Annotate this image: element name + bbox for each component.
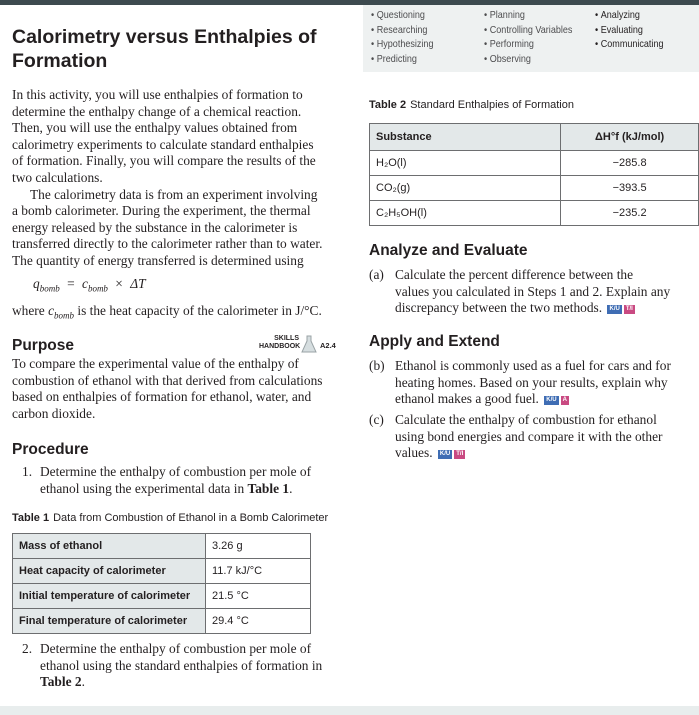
text-line: Calculate the percent difference between the	[395, 267, 634, 282]
table-ref: Table 2	[40, 674, 82, 690]
procedure-step-2	[22, 641, 322, 691]
skill-item: • Analyzing	[595, 8, 663, 23]
text-line: Determine the enthalpy of combustion per mole of	[40, 464, 312, 479]
table2	[369, 123, 699, 226]
text-line: Calculate the enthalpy of combustion for ethanol	[395, 412, 657, 427]
text-line: using bond energies and compare it with the other	[395, 428, 663, 444]
where-before: where	[12, 303, 49, 318]
page-title	[12, 25, 317, 73]
table-cell-value: 11.7 kJ/°C	[206, 559, 311, 584]
table-row	[370, 176, 699, 201]
table-cell-value: 3.26 g	[206, 534, 311, 559]
intro-paragraph	[12, 87, 322, 270]
procedure-step-1	[22, 464, 311, 497]
eq-equals: =	[67, 276, 75, 291]
purpose-heading: Purpose	[12, 337, 75, 354]
table-cell-value: −393.5	[561, 176, 699, 201]
text-line: Then, you will use the enthalpy values obtained from	[12, 120, 298, 136]
text-line: discrepancy between the two methods.	[395, 300, 603, 316]
where-after: is the heat capacity of the calorimeter in J/°C.	[74, 303, 322, 318]
table-cell-label: Final temperature of calorimeter	[13, 609, 206, 634]
handbook-line-2: HANDBOOK	[259, 343, 301, 350]
ku-badge: K/U	[439, 450, 451, 457]
eq-c: c	[81, 276, 88, 291]
question-b	[369, 358, 671, 408]
table2-caption	[369, 99, 574, 111]
eq-c-sub: bomb	[87, 283, 108, 294]
text-line: heating homes. Based on your results, explain why	[395, 374, 668, 390]
question-a	[369, 267, 670, 317]
skill-item: • Planning	[484, 8, 572, 23]
text-line: of formation. Finally, you will compare the results of the	[12, 153, 316, 169]
skill-item: • Predicting	[371, 52, 433, 67]
text-line: transferred directly to the calorimeter rather than to water.	[12, 236, 323, 252]
eq-times: ×	[115, 276, 123, 291]
question-label: (a)	[369, 267, 384, 282]
procedure-heading: Procedure	[12, 441, 89, 458]
question-c	[369, 412, 663, 462]
ti-badge: T/I	[625, 305, 633, 312]
ti-badge: T/I	[456, 450, 464, 457]
skill-item: • Questioning	[371, 8, 433, 23]
header-substance: Substance	[370, 124, 561, 151]
text-line: values.	[395, 445, 433, 461]
handbook-ref-code: A2.4	[320, 341, 336, 350]
text-line: a bomb calorimeter. During the experiment, the thermal	[12, 203, 311, 219]
ku-badge: K/U	[609, 305, 620, 312]
skill-item: • Communicating	[595, 37, 663, 52]
table-cell-value: 21.5 °C	[206, 584, 311, 609]
text-line: To compare the experimental value of the enthalpy of	[12, 356, 299, 371]
skill-item: • Hypothesizing	[371, 37, 433, 52]
text-line: ethanol using the experimental data in	[40, 480, 248, 496]
table1-title: Data from Combustion of Ethanol in a Bomb Calorimeter	[53, 512, 329, 524]
table-cell-substance: C₂H₅OH(l)	[370, 201, 561, 226]
table-row	[370, 151, 699, 176]
skills-column-1	[371, 8, 444, 66]
table-row	[13, 609, 311, 634]
text-line: The calorimetry data is from an experiment involving	[30, 186, 318, 202]
table-cell-value: 29.4 °C	[206, 609, 311, 634]
text-line: Ethanol is commonly used as a fuel for cars and for	[395, 358, 671, 373]
purpose-paragraph	[12, 356, 323, 422]
text-line: carbon dioxide.	[12, 405, 96, 421]
table1-label: Table 1	[12, 512, 50, 524]
question-label: (b)	[369, 358, 385, 373]
table-cell-substance: H₂O(l)	[370, 151, 561, 176]
analyze-heading: Analyze and Evaluate	[369, 242, 528, 259]
step-number: 1.	[22, 464, 33, 479]
table1-caption	[12, 512, 328, 524]
where-c-sub: bomb	[54, 310, 75, 321]
apply-heading: Apply and Extend	[369, 333, 500, 350]
skill-item: • Controlling Variables	[484, 23, 572, 38]
where-line	[12, 303, 322, 324]
question-label: (c)	[369, 412, 384, 427]
table-row	[13, 584, 311, 609]
text-line: two calculations.	[12, 169, 103, 185]
footer-band	[0, 706, 699, 715]
skills-column-3	[595, 8, 675, 52]
title-line-1: Calorimetry versus Enthalpies of	[12, 26, 317, 48]
skill-item: • Researching	[371, 23, 433, 38]
skills-handbook-ref[interactable]	[259, 335, 347, 355]
table-ref: Table 1	[247, 480, 290, 496]
text-line: values you calculated in Steps 1 and 2. Explain any	[395, 283, 671, 299]
where-c: c	[48, 303, 55, 318]
table-row	[13, 559, 311, 584]
header-enthalpy: ΔH°f (kJ/mol)	[561, 124, 699, 151]
eq-q: q	[33, 276, 40, 291]
table-header-row	[370, 124, 699, 151]
text-line: determine the enthalpy change of a chemical reaction.	[12, 103, 302, 119]
table-cell-label: Initial temperature of calorimeter	[13, 584, 206, 609]
text-line: The quantity of energy transferred is determined using	[12, 252, 304, 268]
table1	[12, 533, 311, 634]
table2-title: Standard Enthalpies of Formation	[410, 99, 574, 111]
text-line: In this activity, you will use enthalpies of formation to	[12, 87, 303, 102]
text-line: combustion of ethanol with that derived from calculations	[12, 372, 323, 388]
text-line: .	[289, 480, 293, 496]
skills-column-2	[484, 8, 587, 66]
table-cell-label: Heat capacity of calorimeter	[13, 559, 206, 584]
a-badge: A	[562, 396, 567, 403]
text-line: ethanol using the standard enthalpies of formation in	[40, 657, 323, 673]
equation	[33, 276, 146, 297]
title-line-2: Formation	[12, 50, 108, 72]
ku-badge: K/U	[546, 396, 557, 403]
table-row	[13, 534, 311, 559]
table-cell-label: Mass of ethanol	[13, 534, 206, 559]
text-line: Determine the enthalpy of combustion per mole of	[40, 641, 312, 656]
table-cell-value: −285.8	[561, 151, 699, 176]
skill-item: • Evaluating	[595, 23, 663, 38]
step-number: 2.	[22, 641, 33, 656]
text-line: energy released by the substance in the calorimeter is	[12, 219, 298, 235]
skill-item: • Observing	[484, 52, 572, 67]
table-cell-value: −235.2	[612, 207, 647, 219]
table2-label: Table 2	[369, 99, 407, 111]
text-line: calorimetry experiments to calculate standard enthalpies	[12, 136, 314, 152]
skills-box	[363, 5, 699, 72]
skill-item: • Performing	[484, 37, 572, 52]
text-line: .	[81, 674, 85, 690]
table-cell-substance: CO₂(g)	[370, 176, 561, 201]
eq-q-sub: bomb	[39, 283, 60, 294]
handbook-line-1: SKILLS	[274, 335, 299, 342]
text-line: based on enthalpies of formation for ethanol, water, and	[12, 389, 312, 405]
text-line: ethanol makes a good fuel.	[395, 391, 539, 407]
flask-icon	[301, 335, 317, 353]
eq-delta-t: ΔT	[130, 276, 146, 291]
table-row	[370, 201, 699, 226]
